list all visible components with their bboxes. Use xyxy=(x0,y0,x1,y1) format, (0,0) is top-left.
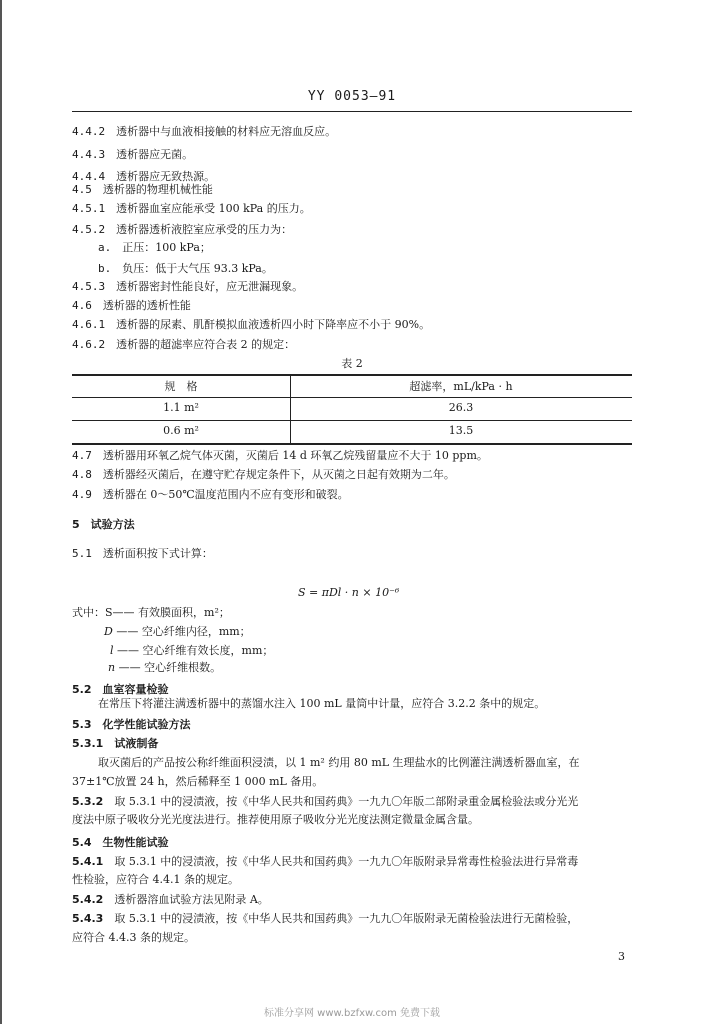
clause-5-4-3-cont: 应符合 4.4.3 条的规定。 xyxy=(72,931,195,944)
clause-4-5-2: 4.5.2 透析器透析液腔室应承受的压力为： xyxy=(72,223,293,236)
clause-5-3-1-body: 取灭菌后的产品按公称纤维面积浸渍，以 1 m² 约用 80 mL 生理盐水的比例灌注满透析器血室，在 xyxy=(98,756,580,769)
clause-5-2-title: 5.2 血室容量检验 xyxy=(72,683,169,696)
clause-4-5-2-a: a. 正压：100 kPa； xyxy=(98,241,211,254)
page-header: YY 0053—91 xyxy=(307,89,397,104)
clause-4-5-1: 4.5.1 透析器血室应能承受 100 kPa 的压力。 xyxy=(72,202,311,215)
clause-4-5-2-b: b. 负压：低于大气压 93.3 kPa。 xyxy=(98,262,273,275)
header-rate: 超滤率，mL/kPa · h xyxy=(409,380,513,393)
where-d: D —— 空心纤维内径，mm； xyxy=(104,625,251,638)
clause-5-3-2: 5.3.2 取 5.3.1 中的浸渍液，按《中华人民共和国药典》一九九〇年版二部附录重金属检验法或分光光 xyxy=(72,795,579,808)
area-formula: S = πDl · n × 10⁻⁶ xyxy=(298,586,400,599)
where-l: l —— 空心纤维有效长度，mm； xyxy=(110,644,274,657)
page-number: 3 xyxy=(618,950,625,963)
where-n: n —— 空心纤维根数。 xyxy=(108,661,222,674)
clause-5-3-1-title: 5.3.1 试液制备 xyxy=(72,737,159,750)
clause-5-4-1: 5.4.1 取 5.3.1 中的浸渍液，按《中华人民共和国药典》一九九〇年版附录异常毒性检验法进行异常毒 xyxy=(72,855,579,868)
clause-4-6-1: 4.6.1 透析器的尿素、肌酐模拟血液透析四小时下降率应不小于 90%。 xyxy=(72,318,431,331)
clause-5-4-3: 5.4.3 取 5.3.1 中的浸渍液，按《中华人民共和国药典》一九九〇年版附录无菌检验法进行无菌检验， xyxy=(72,912,579,925)
clause-4-6: 4.6 透析器的透析性能 xyxy=(72,299,191,312)
clause-5-2-body: 在常压下将灌注满透析器中的蒸馏水注入 100 mL 量筒中计量，应符合 3.2.2 条中的规定。 xyxy=(98,697,546,710)
clause-4-9: 4.9 透析器在 0～50℃温度范围内不应有变形和破裂。 xyxy=(72,488,349,501)
clause-5-3-1-body-2: 37±1℃放置 24 h，然后稀释至 1 000 mL 备用。 xyxy=(72,775,324,788)
watermark-footer: 标准分享网 www.bzfxw.com 免费下载 xyxy=(264,1008,440,1019)
table-row: 0.6 m² 13.5 xyxy=(163,424,474,437)
table-header-row xyxy=(72,375,632,396)
clause-5-1: 5.1 透析面积按下式计算： xyxy=(72,547,213,560)
clause-4-5-3: 4.5.3 透析器密封性能良好，应无泄漏现象。 xyxy=(72,280,304,293)
where-s: 式中：S—— 有效膜面积，m²； xyxy=(72,606,230,619)
clause-5-4-1-cont: 性检验，应符合 4.4.1 条的规定。 xyxy=(72,873,239,886)
clause-5-4-title: 5.4 生物性能试验 xyxy=(72,836,169,849)
clause-5-3-2-cont: 度法中原子吸收分光光度法进行。推荐使用原子吸收分光光度法测定微量金属含量。 xyxy=(72,813,479,826)
clause-5-4-2: 5.4.2 透析器溶血试验方法见附录 A。 xyxy=(72,893,269,906)
section-5-title: 5 试验方法 xyxy=(72,518,135,531)
clause-4-4-3: 4.4.3 透析器应无菌。 xyxy=(72,148,194,161)
clause-4-5: 4.5 透析器的物理机械性能 xyxy=(72,183,213,196)
clause-4-8: 4.8 透析器经灭菌后，在遵守贮存规定条件下，从灭菌之日起有效期为二年。 xyxy=(72,468,455,481)
clause-5-3-title: 5.3 化学性能试验方法 xyxy=(72,718,191,731)
clause-4-7: 4.7 透析器用环氧乙烷气体灭菌，灭菌后 14 d 环氧乙烷残留量应不大于 10 ppm。 xyxy=(72,449,488,462)
scan-edge xyxy=(0,0,2,1024)
clause-4-6-2: 4.6.2 透析器的超滤率应符合表 2 的规定： xyxy=(72,338,296,351)
clause-4-4-4: 4.4.4 透析器应无致热源。 xyxy=(72,170,216,183)
header-spec: 规 格 xyxy=(164,380,198,393)
header-rule xyxy=(72,111,632,112)
table-bottom-rule xyxy=(72,443,632,445)
clause-4-4-2: 4.4.2 透析器中与血液相接触的材料应无溶血反应。 xyxy=(72,125,337,138)
table-caption: 表 2 xyxy=(341,357,363,370)
table-row: 1.1 m² 26.3 xyxy=(163,401,474,414)
